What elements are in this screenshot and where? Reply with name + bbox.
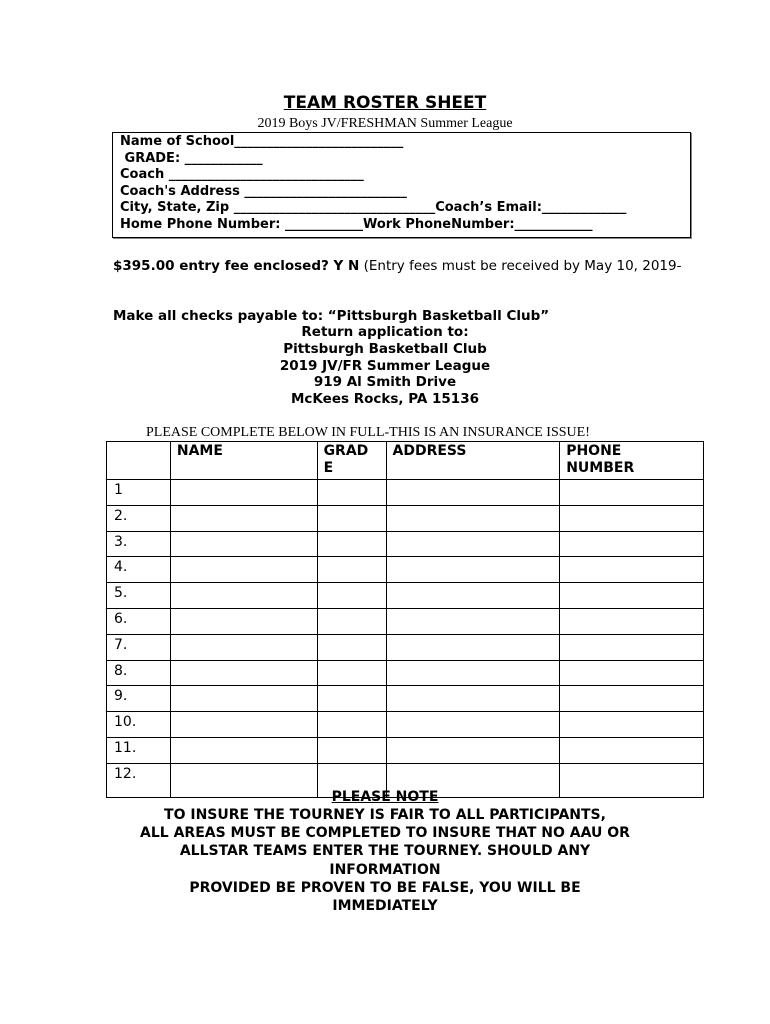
entry-fee-line	[113, 258, 683, 275]
coach-info-box	[112, 132, 691, 238]
roster-header-name: NAME	[170, 442, 317, 480]
roster-grade-cell[interactable]	[317, 634, 386, 660]
coach-address-field[interactable]: Coach's Address _________________________	[120, 183, 407, 199]
return-address-line: 919 Al Smith Drive	[313, 374, 457, 391]
roster-row-number: 3.	[107, 531, 171, 557]
roster-address-cell[interactable]	[386, 686, 560, 712]
roster-grade-cell[interactable]	[317, 505, 386, 531]
roster-row-number: 8.	[107, 660, 171, 686]
notice-body	[0, 806, 770, 915]
grade-header-text: GRAD E	[323, 443, 369, 476]
return-address-line: McKees Rocks, PA 15136	[291, 391, 479, 408]
notice-line: IMMEDIATELY	[332, 898, 438, 915]
roster-address-cell[interactable]	[386, 737, 560, 763]
roster-address-cell[interactable]	[386, 608, 560, 634]
roster-phone-cell[interactable]	[560, 557, 704, 583]
phone-header-text: PHONE NUMBER	[566, 443, 635, 476]
roster-name-cell[interactable]	[170, 686, 317, 712]
roster-address-cell[interactable]	[386, 712, 560, 738]
insurance-notice: PLEASE COMPLETE BELOW IN FULL-THIS IS AN INSURANCE ISSUE!	[146, 425, 590, 440]
city-state-zip-email-field[interactable]: City, State, Zip _______________________________Coach’s Email:_____________	[120, 200, 627, 216]
roster-name-cell[interactable]	[170, 634, 317, 660]
notice-title: PLEASE NOTE	[331, 789, 439, 805]
roster-row-number: 7.	[107, 634, 171, 660]
roster-phone-cell[interactable]	[560, 505, 704, 531]
roster-row-number: 12.	[107, 763, 171, 797]
roster-phone-cell[interactable]	[560, 531, 704, 557]
return-address	[0, 324, 770, 408]
roster-grade-cell[interactable]	[317, 608, 386, 634]
roster-row-number: 1	[107, 480, 171, 506]
roster-grade-cell[interactable]	[317, 480, 386, 506]
roster-name-cell[interactable]	[170, 583, 317, 609]
roster-name-cell[interactable]	[170, 505, 317, 531]
roster-phone-cell[interactable]	[560, 737, 704, 763]
roster-grade-cell[interactable]	[317, 737, 386, 763]
notice-line: PROVIDED BE PROVEN TO BE FALSE, YOU WILL BE	[189, 879, 581, 896]
notice-line: INFORMATION	[329, 861, 441, 878]
roster-name-cell[interactable]	[170, 480, 317, 506]
roster-row	[107, 583, 704, 609]
roster-row-number: 4.	[107, 557, 171, 583]
return-address-line: Return application to:	[301, 324, 469, 340]
roster-address-cell[interactable]	[386, 505, 560, 531]
roster-row-number: 9.	[107, 686, 171, 712]
roster-row-number: 5.	[107, 583, 171, 609]
notice-line: TO INSURE THE TOURNEY IS FAIR TO ALL PARTICIPANTS,	[164, 807, 606, 823]
phone-numbers-field[interactable]: Home Phone Number: ____________Work PhoneNumber:____________	[120, 216, 593, 232]
roster-grade-cell[interactable]	[317, 557, 386, 583]
roster-grade-cell[interactable]	[317, 712, 386, 738]
page-subtitle: 2019 Boys JV/FRESHMAN Summer League	[257, 116, 513, 131]
roster-row	[107, 634, 704, 660]
entry-fee-deadline: (Entry fees must be received by May 10, 2019-	[359, 258, 682, 274]
roster-row	[107, 686, 704, 712]
roster-row	[107, 505, 704, 531]
school-name-field[interactable]: Name of School__________________________	[120, 134, 404, 149]
roster-row	[107, 737, 704, 763]
roster-row	[107, 608, 704, 634]
roster-address-cell[interactable]	[386, 480, 560, 506]
roster-row-number: 10.	[107, 712, 171, 738]
roster-phone-cell[interactable]	[560, 712, 704, 738]
page-title: TEAM ROSTER SHEET	[283, 93, 487, 113]
return-address-line: Pittsburgh Basketball Club	[283, 340, 487, 357]
coach-field[interactable]: Coach ______________________________	[120, 167, 364, 183]
roster-row-number: 6.	[107, 608, 171, 634]
roster-phone-cell[interactable]	[560, 660, 704, 686]
roster-row	[107, 660, 704, 686]
roster-header-address: ADDRESS	[386, 442, 560, 480]
roster-address-cell[interactable]	[386, 660, 560, 686]
roster-row-number: 11.	[107, 737, 171, 763]
roster-header-row	[107, 442, 704, 480]
roster-phone-cell[interactable]	[560, 608, 704, 634]
roster-name-cell[interactable]	[170, 531, 317, 557]
roster-grade-cell[interactable]	[317, 531, 386, 557]
roster-name-cell[interactable]	[170, 737, 317, 763]
roster-grade-cell[interactable]	[317, 583, 386, 609]
notice-line: ALL AREAS MUST BE COMPLETED TO INSURE THAT NO AAU OR	[140, 825, 630, 842]
roster-row	[107, 480, 704, 506]
roster-address-cell[interactable]	[386, 531, 560, 557]
roster-header-phone	[560, 442, 704, 480]
grade-field[interactable]: GRADE: ____________	[120, 150, 263, 166]
roster-name-cell[interactable]	[170, 557, 317, 583]
roster-phone-cell[interactable]	[560, 480, 704, 506]
roster-row	[107, 712, 704, 738]
roster-row	[107, 531, 704, 557]
notice-line: ALLSTAR TEAMS ENTER THE TOURNEY. SHOULD ANY	[179, 843, 591, 860]
roster-header-number	[107, 442, 171, 480]
roster-name-cell[interactable]	[170, 608, 317, 634]
roster-address-cell[interactable]	[386, 583, 560, 609]
roster-phone-cell[interactable]	[560, 634, 704, 660]
return-address-line: 2019 JV/FR Summer League	[279, 357, 491, 374]
roster-phone-cell[interactable]	[560, 583, 704, 609]
roster-name-cell[interactable]	[170, 660, 317, 686]
roster-row	[107, 557, 704, 583]
roster-name-cell[interactable]	[170, 712, 317, 738]
entry-fee-question: $395.00 entry fee enclosed? Y N	[113, 258, 360, 274]
roster-address-cell[interactable]	[386, 557, 560, 583]
roster-grade-cell[interactable]	[317, 686, 386, 712]
roster-grade-cell[interactable]	[317, 660, 386, 686]
roster-row-number: 2.	[107, 505, 171, 531]
roster-table	[106, 441, 704, 798]
checks-payable-line: Make all checks payable to: “Pittsburgh Basketball Club”	[113, 308, 550, 324]
roster-header-grade	[317, 442, 386, 480]
roster-address-cell[interactable]	[386, 634, 560, 660]
roster-phone-cell[interactable]	[560, 686, 704, 712]
